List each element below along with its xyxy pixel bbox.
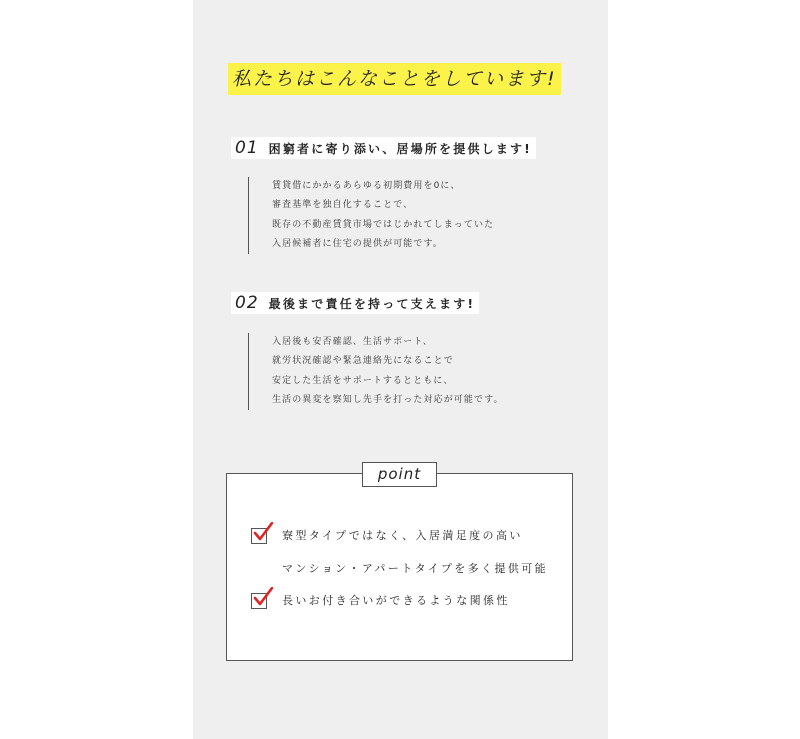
body-line: 入居後も安否確認、生活サポート、 (272, 337, 433, 347)
point-label: point (362, 462, 437, 487)
body-line: 安定した生活をサポートするとともに、 (272, 375, 454, 386)
body-line: 生活の異変を察知し先手を打った対応が可能です。 (272, 394, 504, 405)
checkbox-checked-icon (251, 593, 267, 609)
page-title: 私たちはこんなことをしています! (228, 63, 561, 95)
point-item-text: マンション・アパートタイプを多く提供可能 (282, 562, 549, 575)
body-line: 既存の不動産賃貸市場ではじかれてしまっていた (272, 219, 495, 230)
section-title: 困窮者に寄り添い、居場所を提供します! (268, 142, 532, 156)
body-line: 入居候補者に住宅の提供が可能です。 (272, 238, 443, 249)
body-line: 就労状況確認や緊急連絡先になることで (272, 356, 454, 367)
section-body-02 (248, 333, 504, 410)
body-line: 賃貸借にかかるあらゆる初期費用を0に、 (272, 181, 461, 191)
section-number: 01 (235, 138, 259, 158)
checkbox-checked-icon (251, 528, 267, 544)
body-line: 審査基準を独自化することで、 (272, 200, 414, 211)
section-heading-01 (231, 137, 536, 159)
point-item-text: 寮型タイプではなく、入居満足度の高い (282, 529, 523, 542)
section-number: 02 (235, 293, 259, 313)
section-body-01 (248, 177, 494, 254)
section-title: 最後まで責任を持って支えます! (268, 297, 476, 311)
point-item-text: 長いお付き合いができるような関係性 (282, 594, 510, 607)
section-heading-02 (231, 292, 479, 314)
